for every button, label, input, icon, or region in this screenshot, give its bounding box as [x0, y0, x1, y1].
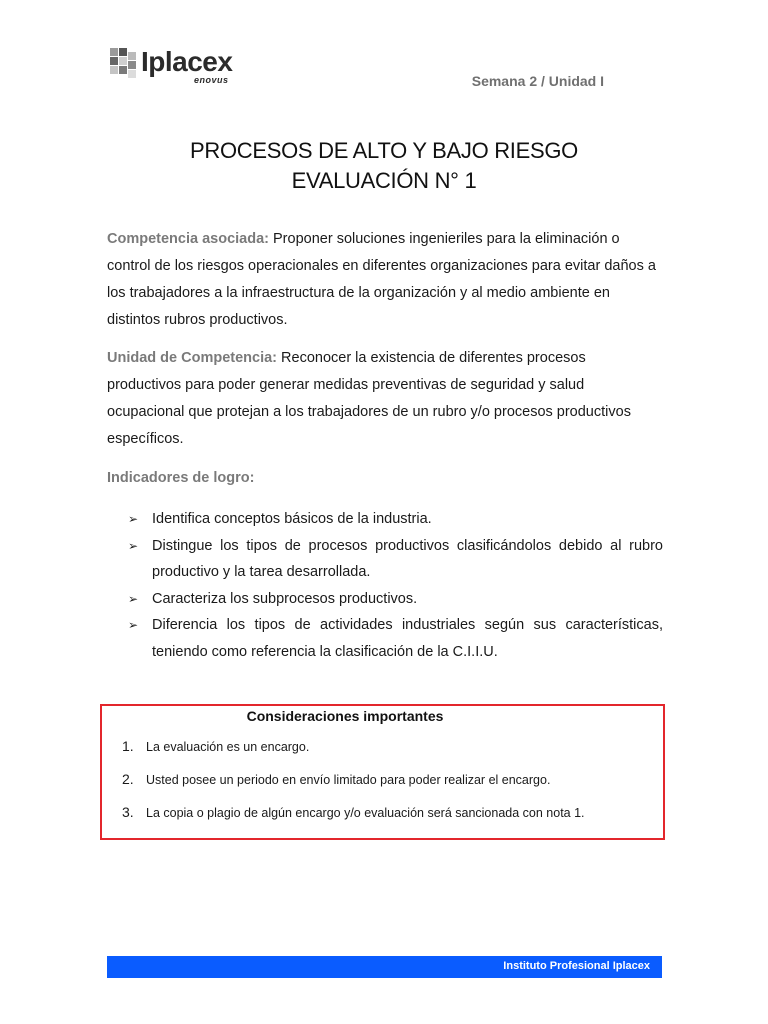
competencia-label: Competencia asociada: [107, 231, 269, 247]
title-line-1: PROCESOS DE ALTO Y BAJO RIESGO [190, 138, 578, 163]
list-item: ➢ Caracteriza los subprocesos productivos. [128, 586, 663, 613]
list-item: ➢ Diferencia los tipos de actividades industriales según sus características, teniendo como referencia la clasificación de la C.I.I.U. [128, 612, 663, 665]
indicadores-label: Indicadores de logro: [107, 470, 255, 486]
arrowhead-bullet-icon: ➢ [128, 538, 139, 553]
indicadores-paragraph [107, 465, 663, 492]
consideraciones-box [100, 704, 665, 840]
competencia-paragraph [107, 226, 663, 334]
consideraciones-title: Consideraciones importantes [246, 708, 444, 724]
arrowhead-bullet-icon: ➢ [128, 591, 139, 606]
footer-bar [107, 956, 662, 978]
arrowhead-bullet-icon: ➢ [128, 512, 139, 526]
list-item: ➢ Distingue los tipos de procesos productivos clasificándolos debido al rubro productivo y la tarea desarrollada. [128, 533, 663, 586]
logo-subtitle: enovus [194, 75, 229, 85]
footer-institution: Instituto Profesional Iplacex [503, 960, 650, 972]
arrowhead-bullet-icon: ➢ [128, 618, 139, 632]
iplacex-logo [110, 46, 250, 86]
indicadores-list [128, 506, 663, 665]
list-item: 3. La copia o plagio de algún encargo y/o evaluación será sancionada con nota 1. [122, 804, 585, 820]
competencia-text: Proponer soluciones ingenieriles para la eliminación o control de los riesgos operacionales en diferentes organizaciones para evitar daños a los trabajadores a la infraestructura de la organización y al medio ambiente en distintos rubros productivos. [107, 231, 656, 328]
week-unit-label: Semana 2 / Unidad I [471, 73, 604, 89]
title-line-2: EVALUACIÓN N° 1 [291, 168, 477, 193]
unidad-paragraph [107, 345, 663, 453]
list-item: 2. Usted posee un periodo en envío limitado para poder realizar el encargo. [122, 771, 551, 787]
list-item: 1. La evaluación es un encargo. [122, 738, 310, 754]
logo-name: Iplacex [141, 46, 233, 77]
unidad-label: Unidad de Competencia: [107, 350, 277, 366]
document-title [0, 136, 768, 196]
list-item: ➢ Identifica conceptos básicos de la industria. [128, 506, 663, 533]
iplacex-logo-mark-icon [110, 48, 138, 78]
unidad-text: Reconocer la existencia de diferentes procesos productivos para poder generar medidas preventivas de seguridad y salud ocupacional que protejan a los trabajadores de un rubro y/o procesos productivos específicos. [107, 350, 631, 447]
consideraciones-list [122, 738, 585, 837]
